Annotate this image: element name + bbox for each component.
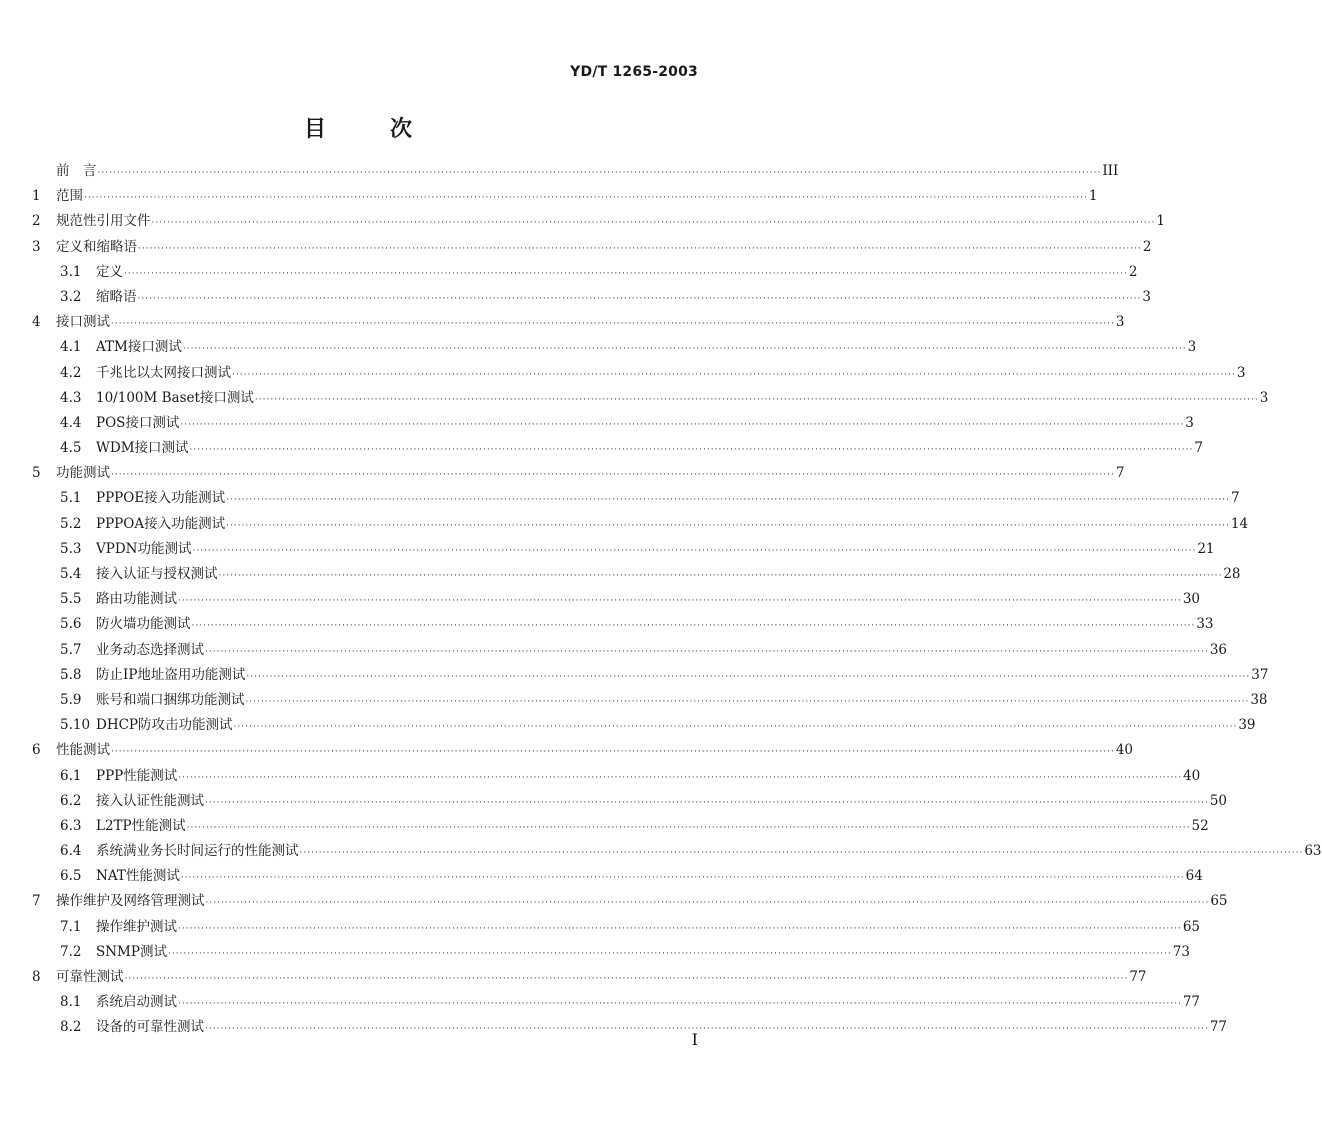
toc-entry-title: 范围: [56, 188, 83, 205]
toc-entry[interactable]: [32, 159, 1119, 184]
toc-entry-number: 6.1: [60, 767, 82, 784]
toc-dot-leader: ····································································································································································································································································: [111, 470, 1115, 481]
toc-entry[interactable]: [32, 285, 1151, 310]
toc-entry[interactable]: [32, 310, 1125, 335]
toc-entry-number: 4.2: [60, 364, 82, 381]
toc-entry-number: 8.1: [60, 994, 82, 1011]
toc-entry-title: 接口测试: [56, 314, 110, 331]
toc-entry-title: 定义和缩略语: [56, 238, 137, 255]
toc-entry-title: 功能测试: [56, 465, 110, 482]
toc-entry[interactable]: [32, 436, 1203, 461]
toc-entry-page: 63: [1304, 843, 1322, 860]
toc-dot-leader: ····································································································································································································································································: [186, 822, 1191, 833]
toc-entry-page: 39: [1238, 717, 1256, 734]
toc-entry-number: 5.3: [60, 540, 82, 557]
toc-entry-page: 1: [1088, 188, 1098, 205]
toc-entry-number: 6.2: [60, 792, 82, 809]
toc-entry-number: 6.5: [60, 868, 82, 885]
toc-entry-number: 5.8: [60, 666, 82, 683]
toc-entry-title: DHCP防攻击功能测试: [96, 717, 233, 734]
toc-entry-page: 3: [1115, 314, 1125, 331]
toc-entry-page: 64: [1185, 868, 1203, 885]
toc-entry-number: 8: [32, 969, 41, 985]
toc-dot-leader: ····································································································································································································································································: [246, 671, 1251, 682]
toc-entry-title: 路由功能测试: [96, 591, 177, 608]
toc-entry[interactable]: [32, 512, 1249, 537]
toc-entry-number: 5.6: [60, 616, 82, 633]
toc-dot-leader: ····································································································································································································································································: [218, 571, 1223, 581]
toc-entry-page: 30: [1182, 591, 1201, 608]
toc-entry[interactable]: [32, 663, 1269, 688]
toc-dot-leader: ····································································································································································································································································: [182, 344, 1187, 355]
toc-entry-title: 可靠性测试: [56, 969, 124, 985]
toc-entry-number: 3: [32, 238, 41, 255]
toc-entry-number: 5.9: [60, 691, 82, 708]
toc-entry-title: 设备的可靠性测试: [96, 1019, 204, 1036]
toc-entry-number: 5.5: [60, 591, 82, 608]
toc-dot-leader: ····································································································································································································································································: [226, 495, 1231, 506]
toc-dot-leader: ····································································································································································································································································: [191, 621, 1196, 632]
toc-entry[interactable]: [32, 260, 1138, 285]
toc-dot-leader: ····································································································································································································································································: [180, 873, 1185, 884]
toc-entry-title: 接入认证与授权测试: [96, 566, 218, 582]
toc-dot-leader: ····································································································································································································································································: [226, 520, 1230, 531]
toc-entry-title: 防止IP地址盗用功能测试: [96, 666, 246, 683]
toc-dot-leader: ····································································································································································································································································: [111, 747, 1115, 758]
page-number: I: [691, 1030, 698, 1049]
toc-entry[interactable]: [32, 764, 1201, 789]
toc-dot-leader: ····································································································································································································································································: [97, 168, 1102, 178]
toc-entry[interactable]: [32, 209, 1165, 234]
toc-entry-number: 5.2: [60, 515, 82, 532]
toc-entry-number: 6.4: [60, 843, 82, 860]
toc-entry[interactable]: [32, 612, 1214, 637]
toc-entry-page: 3: [1236, 364, 1246, 381]
toc-entry-title: 防火墙功能测试: [96, 616, 191, 633]
toc-entry[interactable]: [32, 889, 1228, 914]
toc-entry[interactable]: [32, 839, 1322, 864]
toc-entry-title: 账号和端口捆绑功能测试: [96, 691, 245, 708]
toc-dot-leader: ····································································································································································································································································: [189, 445, 1194, 456]
toc-entry-page: 37: [1251, 666, 1269, 683]
toc-entry-number: 4.3: [60, 389, 82, 406]
toc-entry-number: 5.4: [60, 566, 82, 582]
toc-dot-leader: ····································································································································································································································································: [192, 545, 1197, 556]
toc-entry-page: 77: [1209, 1019, 1228, 1036]
toc-dot-leader: ····································································································································································································································································: [178, 772, 1183, 783]
toc-entry-page: 7: [1115, 465, 1125, 482]
toc-entry-number: 5.7: [60, 641, 82, 658]
toc-entry-page: 77: [1182, 994, 1201, 1011]
toc-dot-leader: ····································································································································································································································································: [124, 974, 1129, 984]
toc-entry-title: 操作维护测试: [96, 918, 177, 935]
toc-entry-title: 规范性引用文件: [56, 213, 151, 230]
toc-dot-leader: ····································································································································································································································································: [84, 193, 1088, 204]
toc-dot-leader: ····································································································································································································································································: [205, 1024, 1209, 1035]
toc-entry-number: 4.1: [60, 339, 82, 356]
toc-entry-title: L2TP性能测试: [96, 817, 186, 834]
toc-dot-leader: ····································································································································································································································································: [205, 797, 1209, 808]
toc-entry-page: 52: [1191, 817, 1209, 834]
toc-entry-number: 6.3: [60, 817, 82, 834]
toc-entry-title: NAT性能测试: [96, 868, 180, 885]
toc-entry-number: 5: [32, 465, 41, 482]
toc-entry-number: 4.5: [60, 440, 82, 457]
toc-dot-leader: ····································································································································································································································································: [151, 218, 1156, 229]
toc-entry-number: 5.10: [60, 717, 91, 734]
toc-dot-leader: ····································································································································································································································································: [233, 722, 1238, 733]
toc-entry-title: 缩略语: [96, 288, 137, 305]
toc-dot-leader: ····································································································································································································································································: [205, 646, 1209, 657]
toc-entry-page: 65: [1182, 918, 1201, 935]
toc-entry-page: 40: [1183, 767, 1201, 784]
toc-entry-number: 4.4: [60, 414, 82, 431]
toc-entry[interactable]: [32, 361, 1246, 386]
toc-entry-page: 2: [1142, 238, 1152, 255]
toc-dot-leader: ····································································································································································································································································: [180, 419, 1185, 430]
toc-entry[interactable]: [32, 738, 1134, 763]
toc-entry-title: 系统启动测试: [96, 994, 177, 1011]
toc-entry[interactable]: [32, 940, 1190, 965]
toc-entry-title: WDM接口测试: [96, 440, 189, 457]
standard-code: YD/T 1265-2003: [570, 64, 698, 80]
toc-entry-title: 千兆比以太网接口测试: [96, 364, 231, 381]
toc-entry-page: 36: [1209, 641, 1228, 658]
toc-dot-leader: ····································································································································································································································································: [178, 596, 1182, 607]
toc-entry-page: III: [1102, 163, 1119, 179]
toc-entry-title: 性能测试: [56, 742, 110, 759]
toc-entry-page: 7: [1194, 440, 1203, 457]
toc-entry-title: 业务动态选择测试: [96, 641, 204, 658]
toc-entry[interactable]: [32, 335, 1197, 360]
toc-entry-number: 3.2: [60, 288, 82, 305]
toc-entry-number: 7: [32, 893, 41, 910]
toc-entry-page: 1: [1156, 213, 1165, 230]
toc-dot-leader: ····································································································································································································································································: [138, 243, 1142, 254]
toc-entry-page: 14: [1230, 515, 1249, 532]
toc-entry-page: 7: [1231, 490, 1240, 507]
toc-entry-title: SNMP测试: [96, 943, 167, 960]
toc-entry-title: POS接口测试: [96, 414, 180, 431]
toc-entry-page: 3: [1142, 288, 1151, 305]
toc-dot-leader: ····································································································································································································································································: [205, 898, 1210, 909]
toc-entry-title: PPPOE接入功能测试: [96, 490, 226, 507]
toc-entry-page: 77: [1129, 969, 1147, 985]
toc-entry-title: 10/100M Baset接口测试: [96, 389, 254, 406]
toc-entry-title: PPP性能测试: [96, 767, 178, 784]
toc-dot-leader: ····································································································································································································································································: [167, 948, 1172, 959]
toc-entry-title: 系统满业务长时间运行的性能测试: [96, 843, 299, 860]
toc-entry[interactable]: [32, 386, 1269, 411]
toc-entry-title: 操作维护及网络管理测试: [56, 893, 205, 910]
toc-entry[interactable]: [32, 562, 1241, 587]
toc-entry[interactable]: [32, 789, 1228, 814]
toc-entry[interactable]: [32, 486, 1240, 511]
toc-entry-page: 2: [1128, 263, 1138, 280]
toc-entry[interactable]: [32, 713, 1256, 738]
toc-entry-page: 21: [1197, 540, 1215, 557]
toc-dot-leader: ····································································································································································································································································: [245, 696, 1250, 707]
toc-entry[interactable]: [32, 235, 1152, 260]
toc-dot-leader: ····································································································································································································································································: [111, 319, 1115, 330]
toc-entry[interactable]: [32, 814, 1209, 839]
table-of-contents: [32, 159, 1322, 1041]
toc-entry-number: 7.1: [60, 918, 82, 935]
toc-entry-page: 28: [1223, 566, 1241, 582]
toc-dot-leader: ····································································································································································································································································: [299, 848, 1304, 859]
toc-entry-title: PPPOA接入功能测试: [96, 515, 226, 532]
toc-entry-number: 2: [32, 213, 41, 230]
toc-entry[interactable]: [32, 688, 1268, 713]
toc-entry-page: 73: [1172, 943, 1190, 960]
toc-entry-title: VPDN功能测试: [96, 540, 192, 557]
toc-entry-title: ATM接口测试: [96, 339, 182, 356]
toc-entry[interactable]: [32, 537, 1215, 562]
toc-entry-page: 3: [1185, 414, 1194, 431]
toc-entry-page: 33: [1196, 616, 1214, 633]
toc-entry-title: 接入认证性能测试: [96, 792, 204, 809]
toc-entry-number: 1: [32, 188, 41, 205]
page-title: [0, 112, 716, 143]
toc-dot-leader: ····································································································································································································································································: [124, 268, 1128, 279]
toc-entry-page: 3: [1259, 389, 1269, 406]
toc-entry[interactable]: [32, 461, 1125, 486]
toc-entry-number: 8.2: [60, 1019, 82, 1036]
toc-entry[interactable]: [32, 915, 1201, 940]
toc-entry-page: 50: [1209, 792, 1228, 809]
toc-entry[interactable]: [32, 864, 1203, 889]
toc-dot-leader: ····································································································································································································································································: [232, 369, 1236, 380]
toc-entry-number: 3.1: [60, 263, 82, 280]
toc-entry-title: 前 言: [56, 163, 97, 179]
toc-dot-leader: ····································································································································································································································································: [178, 999, 1182, 1010]
toc-entry-number: 6: [32, 742, 41, 759]
toc-entry-number: 5.1: [60, 490, 82, 507]
toc-dot-leader: ····································································································································································································································································: [137, 293, 1142, 304]
toc-dot-leader: ····································································································································································································································································: [178, 923, 1182, 934]
toc-entry[interactable]: [32, 990, 1201, 1015]
toc-entry-title: 定义: [96, 263, 123, 280]
toc-entry[interactable]: [32, 638, 1228, 663]
toc-entry-page: 40: [1115, 742, 1134, 759]
page-title-part-2: 次: [390, 116, 413, 142]
toc-entry-number: 7.2: [60, 943, 82, 960]
toc-dot-leader: ····································································································································································································································································: [254, 394, 1259, 405]
toc-entry-page: 65: [1210, 893, 1228, 910]
toc-entry-page: 38: [1250, 691, 1268, 708]
toc-entry-number: 4: [32, 314, 41, 331]
toc-entry[interactable]: [32, 965, 1147, 990]
toc-entry[interactable]: [32, 587, 1201, 612]
toc-entry-page: 3: [1187, 339, 1197, 356]
toc-entry[interactable]: [32, 184, 1098, 209]
toc-entry[interactable]: [32, 411, 1194, 436]
toc-entry[interactable]: [32, 1015, 1228, 1040]
page-title-part-1: 目: [303, 116, 326, 142]
